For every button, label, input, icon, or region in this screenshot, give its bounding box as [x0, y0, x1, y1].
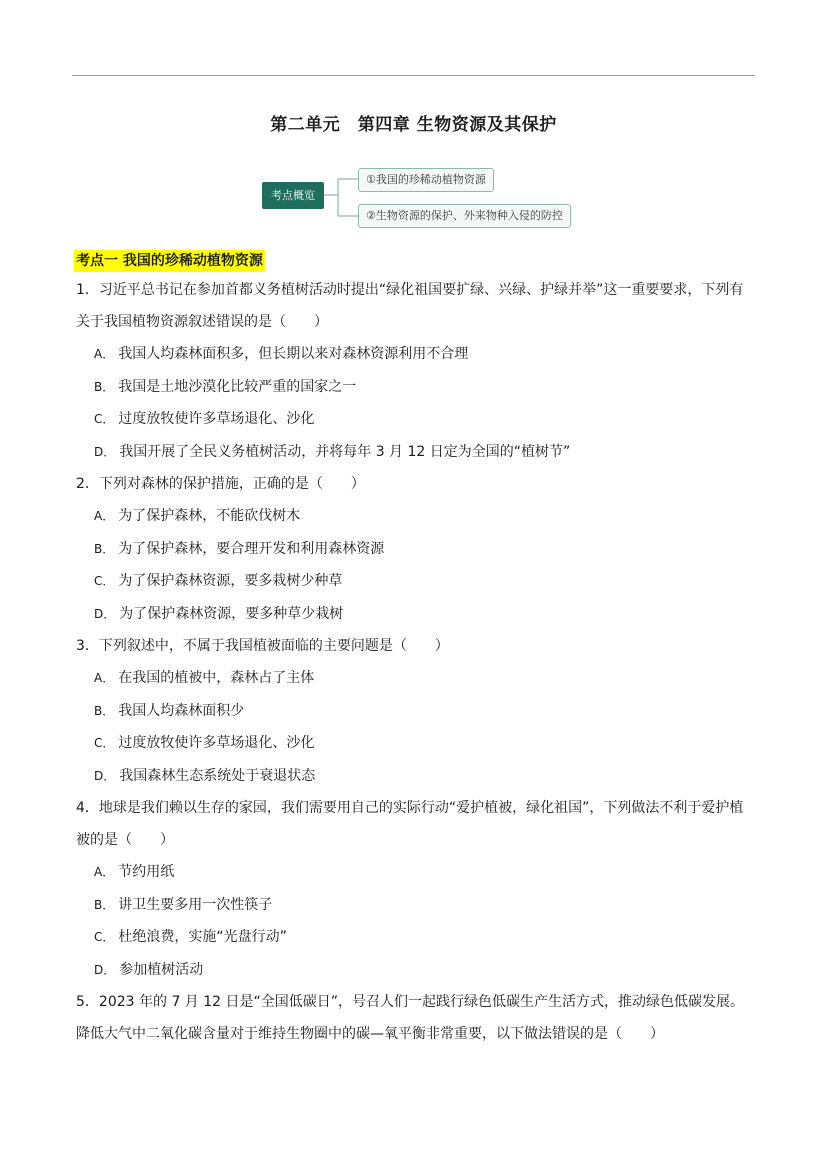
question-1: [76, 274, 756, 468]
option-b: B． 我国是土地沙漠化比较严重的国家之一: [94, 378, 357, 395]
mindmap-root: 考点概览: [262, 182, 324, 209]
question-4: [76, 792, 756, 986]
question-text: 2023 年的 7 月 12 日是“全国低碳日”，号召人们一起践行绿色低碳生产生活方式，推动绿色低碳发展。降低大气中二氧化碳含量对于维持生物圈中的碳—氧平衡非常重要，以下做法错误的是（ ）: [76, 994, 745, 1042]
option-b: B． 讲卫生要多用一次性筷子: [94, 896, 273, 913]
option-c: C． 过度放牧使许多草场退化、沙化: [94, 411, 315, 427]
option-d: D． 我国开展了全民义务植树活动，并将每年 3 月 12 日定为全国的“植树节”: [94, 443, 571, 460]
option-a: A． 在我国的植被中，森林占了主体: [94, 670, 315, 686]
option-d: D． 我国森林生态系统处于衰退状态: [94, 767, 316, 784]
page-title: 第二单元 第四章 生物资源及其保护: [270, 115, 557, 135]
option-c: C． 为了保护森林资源，要多栽树少种草: [94, 573, 343, 589]
question-number: 1．: [76, 282, 99, 298]
section-heading: 考点一 我国的珍稀动植物资源: [74, 250, 265, 272]
option-a: A． 节约用纸: [94, 864, 175, 880]
option-a: A． 我国人均森林面积多，但长期以来对森林资源利用不合理: [94, 346, 469, 362]
question-5: [76, 986, 756, 1050]
question-number: 4．: [76, 800, 99, 816]
question-2: [76, 468, 756, 630]
question-text: 下列对森林的保护措施，正确的是（ ）: [98, 476, 365, 492]
question-3: [76, 630, 756, 792]
question-number: 5．: [76, 994, 99, 1010]
mindmap: [262, 164, 602, 230]
option-b: B． 为了保护森林，要合理开发和利用森林资源: [94, 540, 385, 557]
question-text: 习近平总书记在参加首都义务植树活动时提出“绿化祖国要扩绿、兴绿、护绿并举”这一重要要求，下列有关于我国植物资源叙述错误的是（ ）: [76, 282, 744, 330]
option-c: C． 过度放牧使许多草场退化、沙化: [94, 735, 315, 751]
mindmap-node-1: ①我国的珍稀动植物资源: [358, 168, 494, 192]
option-d: D． 为了保护森林资源，要多种草少栽树: [94, 605, 344, 622]
question-text: 下列叙述中，不属于我国植被面临的主要问题是（ ）: [98, 638, 449, 654]
question-number: 3．: [76, 638, 99, 654]
question-text: 地球是我们赖以生存的家园，我们需要用自己的实际行动“爱护植被，绿化祖国”，下列做法不利于爱护植被的是（ ）: [76, 800, 744, 848]
mindmap-node-2: ②生物资源的保护、外来物种入侵的防控: [358, 204, 571, 228]
option-d: D． 参加植树活动: [94, 961, 204, 978]
question-list: [76, 274, 756, 1050]
option-b: B． 我国人均森林面积少: [94, 702, 245, 719]
option-a: A． 为了保护森林，不能砍伐树木: [94, 508, 301, 524]
option-c: C． 杜绝浪费，实施“光盘行动”: [94, 929, 287, 945]
header-rule: [72, 75, 755, 76]
question-number: 2．: [76, 476, 99, 492]
